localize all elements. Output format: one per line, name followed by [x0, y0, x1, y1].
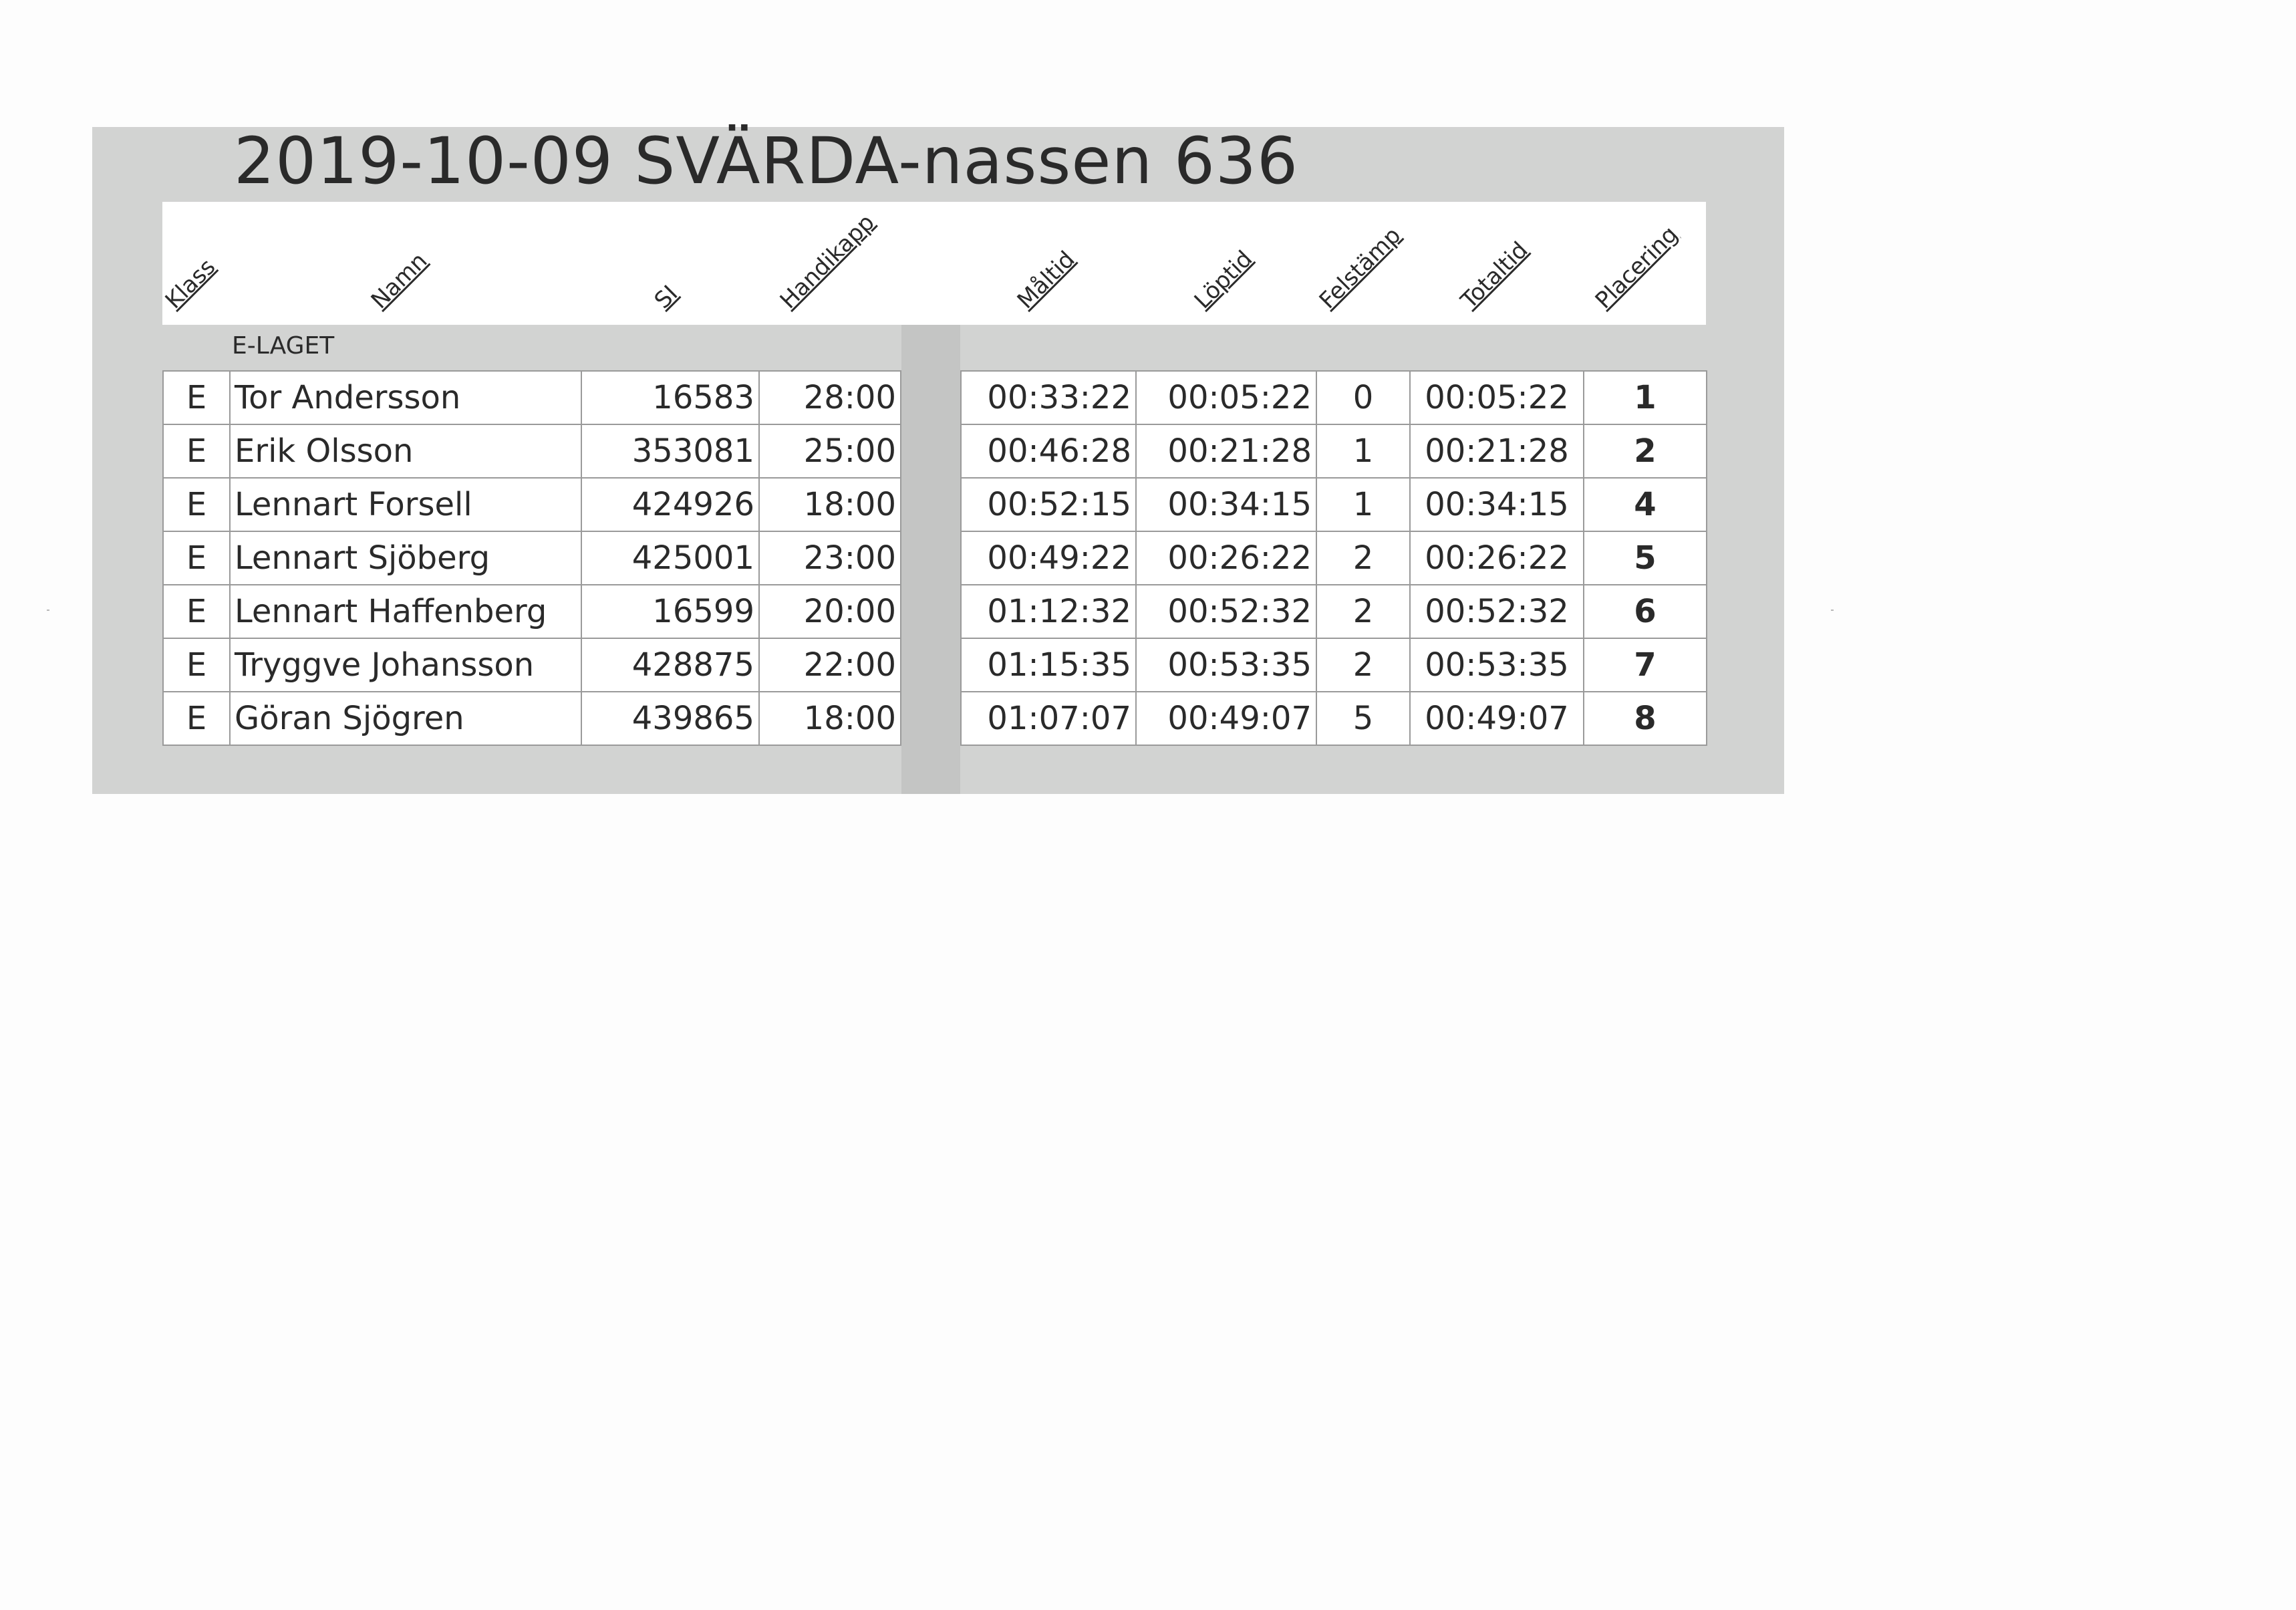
table-row: [163, 638, 901, 692]
table-row: [961, 638, 1707, 692]
cell-loptid: 00:34:15: [1136, 478, 1316, 531]
cell-totaltid: 00:05:22: [1410, 371, 1584, 424]
table-gutter: [901, 325, 960, 794]
cell-klass: E: [163, 371, 230, 424]
scan-speck: [47, 610, 49, 611]
cell-maltid: 01:15:35: [961, 638, 1136, 692]
cell-maltid: 00:49:22: [961, 531, 1136, 585]
header-handikapp: Handikapp: [774, 209, 880, 314]
cell-si: 425001: [581, 531, 759, 585]
header-si: SI: [649, 280, 684, 314]
group-label: E-LAGET: [232, 332, 335, 360]
cell-handikapp: 28:00: [759, 371, 901, 424]
cell-klass: E: [163, 585, 230, 638]
results-table-right: [960, 370, 1707, 746]
header-loptid: Löptid: [1189, 245, 1258, 314]
cell-totaltid: 00:53:35: [1410, 638, 1584, 692]
table-row: [163, 478, 901, 531]
cell-loptid: 00:05:22: [1136, 371, 1316, 424]
cell-klass: E: [163, 424, 230, 478]
table-row: [163, 585, 901, 638]
cell-felstamp: 1: [1316, 424, 1410, 478]
cell-maltid: 00:46:28: [961, 424, 1136, 478]
cell-namn: Lennart Forsell: [230, 478, 581, 531]
table-row: [163, 371, 901, 424]
cell-handikapp: 18:00: [759, 478, 901, 531]
cell-klass: E: [163, 692, 230, 745]
cell-placering: 8: [1584, 692, 1707, 745]
cell-klass: E: [163, 531, 230, 585]
cell-namn: Lennart Sjöberg: [230, 531, 581, 585]
cell-maltid: 01:12:32: [961, 585, 1136, 638]
cell-totaltid: 00:34:15: [1410, 478, 1584, 531]
results-table-left: [162, 370, 901, 746]
table-row: [961, 531, 1707, 585]
header-totaltid: Totaltid: [1455, 237, 1534, 314]
cell-loptid: 00:53:35: [1136, 638, 1316, 692]
cell-si: 16599: [581, 585, 759, 638]
cell-maltid: 00:52:15: [961, 478, 1136, 531]
cell-klass: E: [163, 478, 230, 531]
cell-si: 428875: [581, 638, 759, 692]
cell-felstamp: 2: [1316, 585, 1410, 638]
header-klass: Klass: [160, 253, 221, 314]
table-row: [163, 424, 901, 478]
table-row: [961, 692, 1707, 745]
cell-maltid: 01:07:07: [961, 692, 1136, 745]
cell-felstamp: 1: [1316, 478, 1410, 531]
cell-felstamp: 2: [1316, 638, 1410, 692]
cell-felstamp: 2: [1316, 531, 1410, 585]
cell-namn: Tryggve Johansson: [230, 638, 581, 692]
header-placering: Placering: [1590, 221, 1683, 314]
cell-si: 353081: [581, 424, 759, 478]
cell-handikapp: 25:00: [759, 424, 901, 478]
cell-placering: 1: [1584, 371, 1707, 424]
cell-maltid: 00:33:22: [961, 371, 1136, 424]
cell-namn: Erik Olsson: [230, 424, 581, 478]
cell-namn: Göran Sjögren: [230, 692, 581, 745]
table-row: [961, 371, 1707, 424]
cell-loptid: 00:49:07: [1136, 692, 1316, 745]
cell-totaltid: 00:49:07: [1410, 692, 1584, 745]
cell-handikapp: 18:00: [759, 692, 901, 745]
cell-totaltid: 00:21:28: [1410, 424, 1584, 478]
cell-handikapp: 23:00: [759, 531, 901, 585]
cell-handikapp: 20:00: [759, 585, 901, 638]
page-title: 2019-10-09 SVÄRDA-nassen 636: [234, 124, 1299, 198]
cell-loptid: 00:52:32: [1136, 585, 1316, 638]
cell-totaltid: 00:26:22: [1410, 531, 1584, 585]
cell-si: 16583: [581, 371, 759, 424]
table-row: [163, 531, 901, 585]
cell-loptid: 00:26:22: [1136, 531, 1316, 585]
table-row: [961, 478, 1707, 531]
cell-namn: Tor Andersson: [230, 371, 581, 424]
table-row: [961, 424, 1707, 478]
cell-namn: Lennart Haffenberg: [230, 585, 581, 638]
cell-felstamp: 0: [1316, 371, 1410, 424]
cell-felstamp: 5: [1316, 692, 1410, 745]
table-row: [961, 585, 1707, 638]
header-namn: Namn: [366, 247, 433, 314]
cell-si: 424926: [581, 478, 759, 531]
scan-speck: [1831, 610, 1834, 611]
header-maltid: Måltid: [1012, 246, 1081, 314]
header-felstamp: Felstämp: [1314, 222, 1407, 314]
cell-placering: 2: [1584, 424, 1707, 478]
cell-klass: E: [163, 638, 230, 692]
cell-placering: 4: [1584, 478, 1707, 531]
cell-handikapp: 22:00: [759, 638, 901, 692]
table-row: [163, 692, 901, 745]
cell-placering: 6: [1584, 585, 1707, 638]
cell-si: 439865: [581, 692, 759, 745]
cell-placering: 7: [1584, 638, 1707, 692]
cell-placering: 5: [1584, 531, 1707, 585]
cell-loptid: 00:21:28: [1136, 424, 1316, 478]
cell-totaltid: 00:52:32: [1410, 585, 1584, 638]
